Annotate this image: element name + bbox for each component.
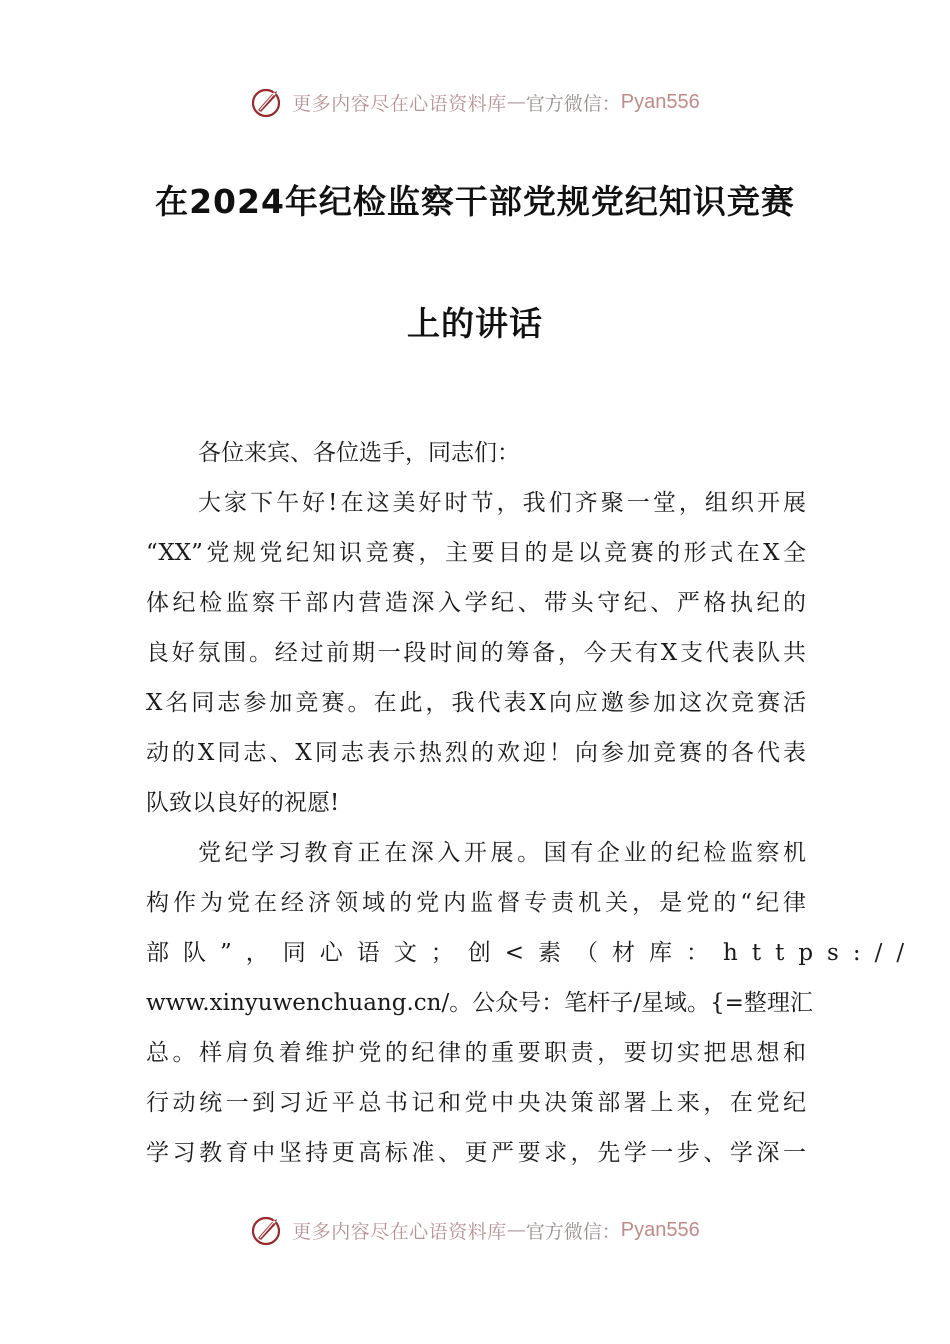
- document-title-line-2: 上的讲话: [407, 304, 543, 343]
- paragraph-line: X名同志参加竞赛。在此，我代表X向应邀参加这次竞赛活: [146, 690, 806, 716]
- paragraph-line: 构作为党在经济领域的党内监督专责机关，是党的“纪律: [146, 890, 806, 916]
- pen-nib-logo-icon: [250, 84, 286, 120]
- paragraph-line: 党纪学习教育正在深入开展。国有企业的纪检监察机: [198, 840, 806, 866]
- document-title-line-1: 在2024年纪检监察干部党规党纪知识竞赛: [155, 182, 795, 221]
- document-body: [146, 428, 919, 1178]
- banner-wechat-id: Pyan556: [620, 1218, 700, 1241]
- header-banner: [0, 82, 950, 122]
- paragraph-line: 队致以良好的祝愿!: [146, 790, 340, 816]
- paragraph-line: 各位来宾、各位选手，同志们：: [198, 440, 520, 466]
- footer-banner: [0, 1210, 950, 1250]
- paragraph-line: 行动统一到习近平总书记和党中央决策部署上来，在党纪: [146, 1090, 806, 1116]
- banner-text: 更多内容尽在心语资料库: [292, 1220, 507, 1243]
- paragraph-line: 部队”，同心语文；创<素（材库：https://: [146, 940, 919, 966]
- paragraph-line: www.xinyuwenchuang.cn/。公众号：笔杆子/星域。{=整理汇: [146, 990, 813, 1016]
- pen-nib-logo-icon: [250, 1212, 286, 1248]
- paragraph-line: 良好氛围。经过前期一段时间的筹备，今天有X支代表队共: [146, 640, 806, 666]
- banner-subtitle: 官方微信：: [525, 1220, 621, 1243]
- banner-subtitle: 官方微信：: [525, 92, 621, 115]
- paragraph-line: 学习教育中坚持更高标准、更严要求，先学一步、学深一: [146, 1140, 806, 1166]
- banner-dash: —: [506, 1219, 526, 1241]
- paragraph-line: 动的X同志、X同志表示热烈的欢迎！向参加竞赛的各代表: [146, 740, 806, 766]
- banner-dash: —: [506, 91, 526, 113]
- paragraph-line: 总。样肩负着维护党的纪律的重要职责，要切实把思想和: [146, 1040, 806, 1066]
- paragraph-line: 体纪检监察干部内营造深入学纪、带头守纪、严格执纪的: [146, 590, 806, 616]
- banner-wechat-id: Pyan556: [620, 90, 700, 113]
- paragraph-line: 大家下午好!在这美好时节，我们齐聚一堂，组织开展: [198, 490, 806, 516]
- paragraph-line: “XX”党规党纪知识竞赛，主要目的是以竞赛的形式在X全: [146, 540, 806, 566]
- banner-text: 更多内容尽在心语资料库: [292, 92, 507, 115]
